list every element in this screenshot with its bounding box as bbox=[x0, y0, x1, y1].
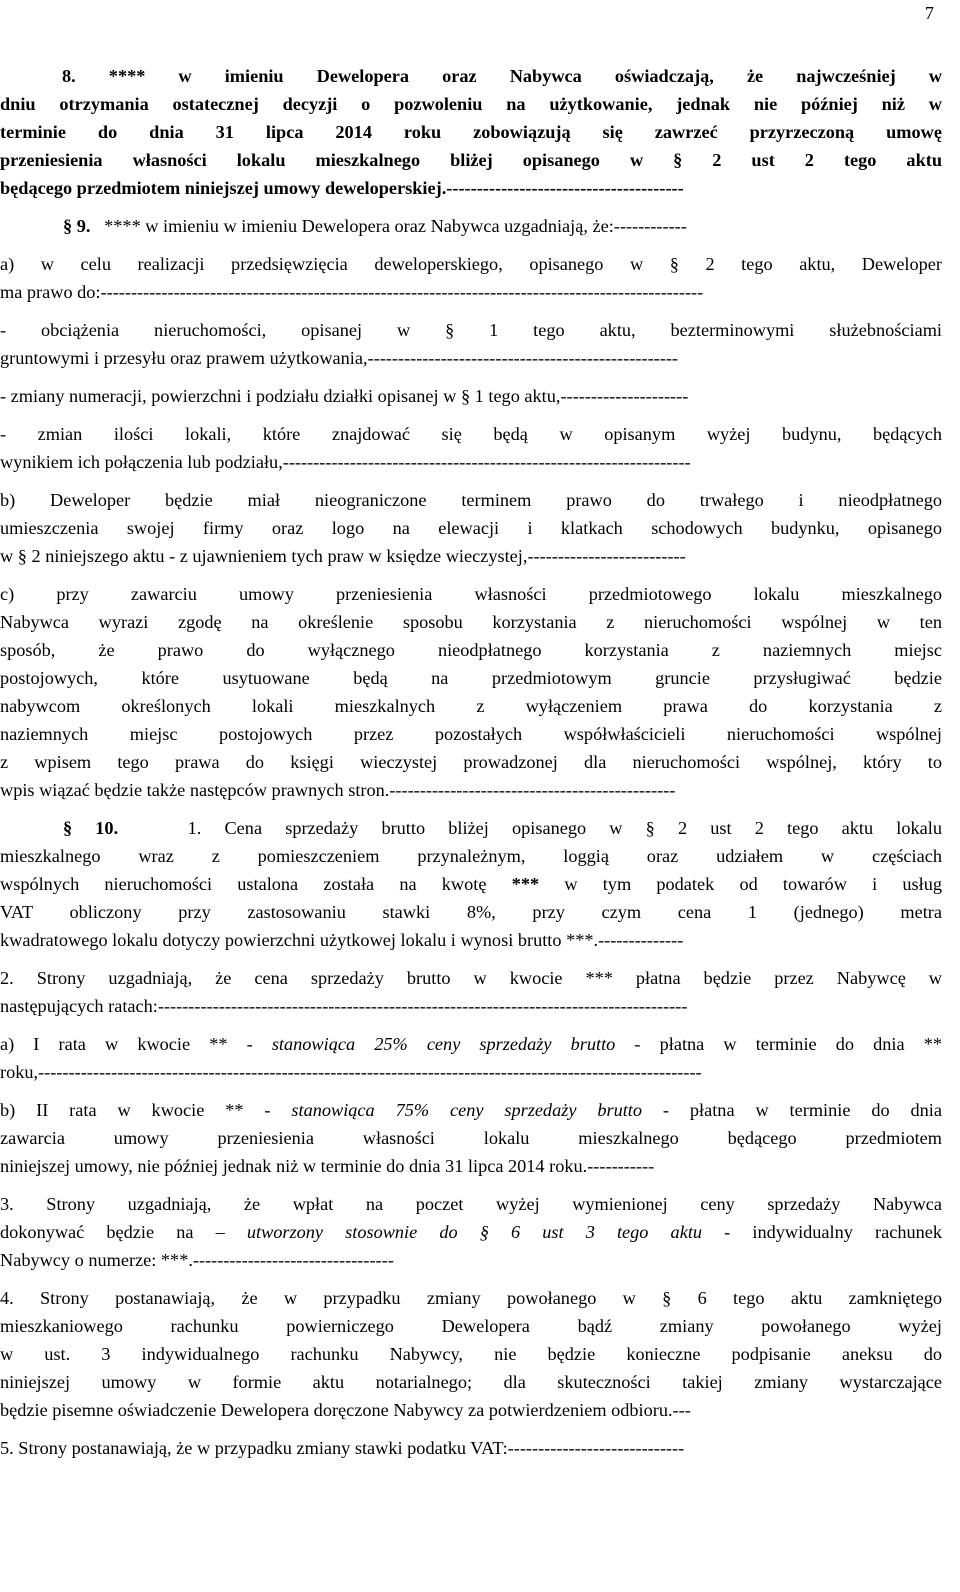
section-9-a-line-2: ma prawo do:--------------------------------------------------------------------------------------------------- bbox=[0, 282, 704, 302]
section-9-c-line-5: nabywcom określonych lokali mieszkalnych z wyłączeniem prawa do korzystania z bbox=[0, 696, 942, 716]
section-8-line-4: przeniesienia własności lokalu mieszkalnego bliżej opisanego w § 2 ust 2 tego aktu bbox=[0, 150, 942, 170]
section-9-b-line-2: umieszczenia swojej firmy oraz logo na elewacji i klatkach schodowych budynku, opisanego bbox=[0, 518, 942, 538]
section-9-intro-text: **** w imieniu w imieniu Dewelopera oraz Nabywca uzgadniają, że:------------ bbox=[104, 216, 687, 236]
installment-1-share: stanowiąca 25% ceny sprzedaży brutto bbox=[271, 1034, 616, 1054]
account-reference: utworzony stosownie do § 6 ust 3 tego aktu bbox=[246, 1222, 703, 1242]
section-10-p1-line-3 bbox=[0, 870, 942, 898]
section-10-pb-line-1 bbox=[0, 1096, 942, 1124]
section-10-p1-line-3-end: w tym podatek od towarów i usług bbox=[539, 874, 942, 894]
section-9-intro bbox=[0, 212, 942, 240]
section-10-number: § 10. bbox=[63, 818, 119, 838]
section-10-p2-line-2: następujących ratach:--------------------------------------------------------------------------------------- bbox=[0, 996, 688, 1016]
section-9-b-line-1: b) Deweloper będzie miał nieograniczone terminem prawo do trwałego i nieodpłatnego bbox=[0, 490, 942, 510]
section-10-p1-text: 1. Cena sprzedaży brutto bliżej opisanego w § 2 ust 2 tego aktu lokalu bbox=[187, 818, 942, 838]
section-9-c-line-6: naziemnych miejsc postojowych przez pozostałych współwłaścicieli nieruchomości wspólnej bbox=[0, 724, 942, 744]
section-9-c-line-4: postojowych, które usytuowane będą na przedmiotowym gruncie przysługiwać będzie bbox=[0, 668, 942, 688]
section-10-p3-line-1: 3. Strony uzgadniają, że wpłat na poczet wyżej wymienionej ceny sprzedaży Nabywca bbox=[0, 1194, 942, 1214]
section-9-number: § 9. bbox=[63, 216, 91, 236]
section-9-c-line-7: z wpisem tego prawa do księgi wieczystej prowadzonej dla nieruchomości wspólnej, który to bbox=[0, 752, 942, 772]
section-10-pa-line-1 bbox=[0, 1030, 942, 1058]
section-9-dash-1-line-2: gruntowymi i przesyłu oraz prawem użytkowania,--------------------------------------------------- bbox=[0, 348, 679, 368]
section-9-c-line-8: wpis wiązać będzie także następców prawnych stron.----------------------------------------------- bbox=[0, 780, 676, 800]
section-10-p4-line-1: 4. Strony postanawiają, że w przypadku zmiany powołanego w § 6 tego aktu zamkniętego bbox=[0, 1288, 942, 1308]
section-9-dash-2: - zmiany numeracji, powierzchni i podziału działki opisanej w § 1 tego aktu,--------------------- bbox=[0, 386, 689, 406]
section-10-p1-line-5: kwadratowego lokalu dotyczy powierzchni użytkowej lokalu i wynosi brutto ***.-------------- bbox=[0, 930, 684, 950]
section-9-c-line-2: Nabywca wyrazi zgodę na określenie sposobu korzystania z nieruchomości wspólnej w ten bbox=[0, 612, 942, 632]
installment-1-start: a) I rata w kwocie ** - bbox=[0, 1034, 272, 1054]
section-10-p1-line-3-start: wspólnych nieruchomości ustalona została na kwotę bbox=[0, 874, 512, 894]
section-10-pb-line-2: zawarcia umowy przeniesienia własności lokalu mieszkalnego będącego przedmiotem bbox=[0, 1128, 942, 1148]
section-8-line-2: dniu otrzymania ostatecznej decyzji o pozwoleniu na użytkowanie, jednak nie później niż w bbox=[0, 94, 942, 114]
section-10-p1-line-4: VAT obliczony przy zastosowaniu stawki 8%, przy czym cena 1 (jednego) metra bbox=[0, 902, 942, 922]
section-10-p4-line-3: w ust. 3 indywidualnego rachunku Nabywcy, nie będzie konieczne podpisanie aneksu do bbox=[0, 1344, 942, 1364]
page-number: 7 bbox=[924, 3, 934, 23]
section-10-p3-line-3: Nabywcy o numerze: ***.--------------------------------- bbox=[0, 1250, 394, 1270]
section-9-dash-3-line-1: - zmian ilości lokali, które znajdować się będą w opisanym wyżej budynu, będących bbox=[0, 424, 942, 444]
section-9-c-line-3: sposób, że prawo do wyłącznego nieodpłatnego korzystania z naziemnych miejsc bbox=[0, 640, 942, 660]
section-8-line-5: będącego przedmiotem niniejszej umowy deweloperskiej.--------------------------------------- bbox=[0, 178, 684, 198]
section-10 bbox=[0, 814, 960, 1462]
installment-2-start: b) II rata w kwocie ** - bbox=[0, 1100, 292, 1120]
section-8-text: **** w imieniu Dewelopera oraz Nabywca oświadczają, że najwcześniej w bbox=[108, 66, 942, 86]
section-9-dash-1-line-1: - obciążenia nieruchomości, opisanej w § 1 tego aktu, bezterminowymi służebnościami bbox=[0, 320, 942, 340]
section-9-dash-3-line-2: wynikiem ich połączenia lub podziału,------------------------------------------------------------------- bbox=[0, 452, 691, 472]
installment-2-share: stanowiąca 75% ceny sprzedaży brutto bbox=[291, 1100, 643, 1120]
section-10-pb-line-3: niniejszej umowy, nie później jednak niż w terminie do dnia 31 lipca 2014 roku.----------- bbox=[0, 1156, 655, 1176]
section-10-p4-line-5: będzie pisemne oświadczenie Dewelopera doręczone Nabywcy za potwierdzeniem odbioru.--- bbox=[0, 1400, 691, 1420]
section-9-a-line-1: a) w celu realizacji przedsięwzięcia deweloperskiego, opisanego w § 2 tego aktu, Deweloper bbox=[0, 254, 942, 274]
section-10-p5-line-1: 5. Strony postanawiają, że w przypadku zmiany stawki podatku VAT:----------------------------- bbox=[0, 1438, 685, 1458]
section-10-p4-line-2: mieszkaniowego rachunku powierniczego Dewelopera bądź zmiany powołanego wyżej bbox=[0, 1316, 942, 1336]
section-10-p4-line-4: niniejszej umowy w formie aktu notarialnego; dla skuteczności takiej zmiany wystarczające bbox=[0, 1372, 942, 1392]
section-8-line-3: terminie do dnia 31 lipca 2014 roku zobowiązują się zawrzeć przyrzeczoną umowę bbox=[0, 122, 942, 142]
section-10-p1-line-2: mieszkalnego wraz z pomieszczeniem przynależnym, loggią oraz udziałem w częściach bbox=[0, 846, 942, 866]
section-8-number: 8. bbox=[62, 66, 76, 86]
section-10-p2-line-1: 2. Strony uzgadniają, że cena sprzedaży brutto w kwocie *** płatna będzie przez Nabywcę w bbox=[0, 968, 942, 988]
section-8-line-1 bbox=[0, 62, 942, 90]
section-10-p3-line-2 bbox=[0, 1218, 942, 1246]
section-10-p1-line-1 bbox=[0, 814, 942, 842]
section-9 bbox=[0, 212, 960, 804]
section-8 bbox=[0, 62, 960, 202]
installment-2-end: - płatna w terminie do dnia bbox=[642, 1100, 942, 1120]
section-9-b-line-3: w § 2 niniejszego aktu - z ujawnieniem tych praw w księdze wieczystej,-------------------------- bbox=[0, 546, 686, 566]
section-10-pa-line-2: roku,------------------------------------------------------------------------------------------------------------- bbox=[0, 1062, 702, 1082]
price-placeholder: *** bbox=[511, 874, 540, 894]
section-10-p3-line-2-end: - indywidualny rachunek bbox=[702, 1222, 942, 1242]
section-10-p3-line-2-start: dokonywać będzie na – bbox=[0, 1222, 247, 1242]
section-9-c-line-1: c) przy zawarciu umowy przeniesienia własności przedmiotowego lokalu mieszkalnego bbox=[0, 584, 942, 604]
installment-1-end: - płatna w terminie do dnia ** bbox=[615, 1034, 942, 1054]
document-body bbox=[0, 62, 960, 1462]
